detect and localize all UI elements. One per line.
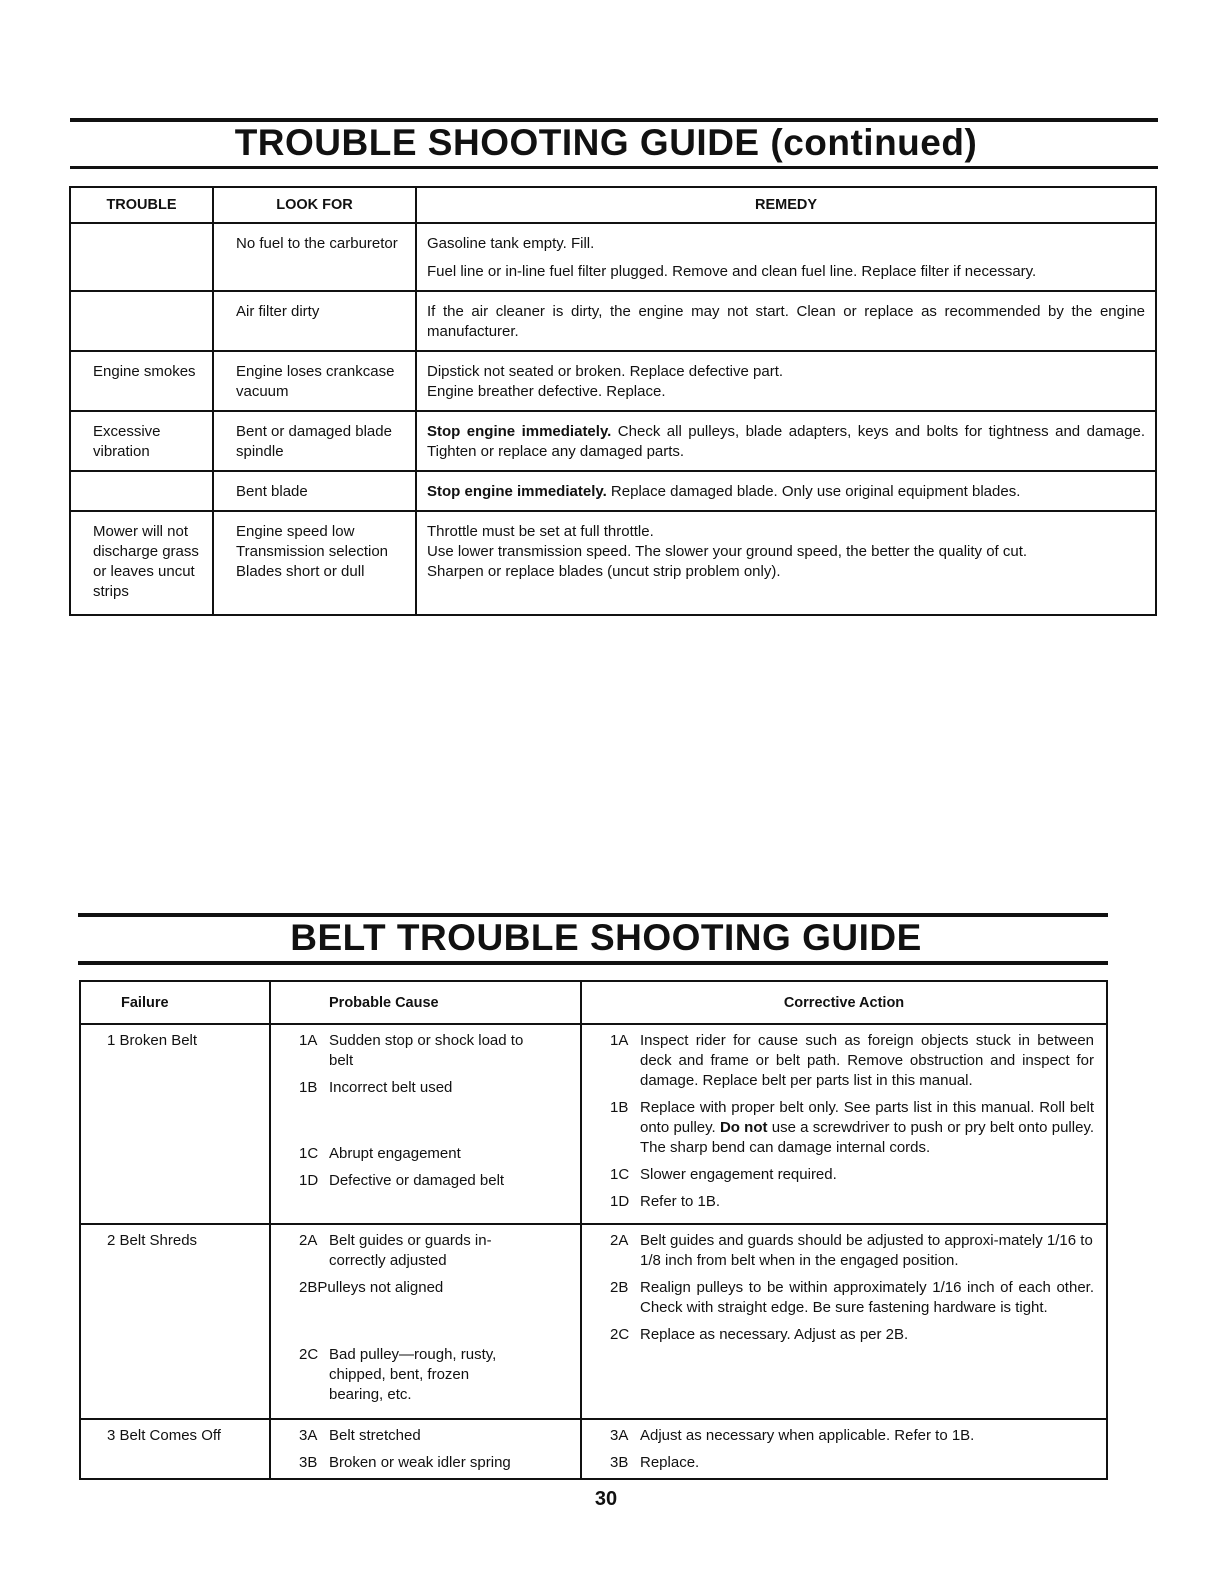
action-text-part: use a screwdriver to push or pry belt onto pulley. The sharp bend can damage internal cords.	[640, 1119, 1094, 1156]
header-trouble: TROUBLE	[70, 187, 213, 223]
cause-item	[299, 1278, 568, 1298]
action-item	[610, 1278, 1094, 1318]
section-title-trouble-continued: TROUBLE SHOOTING GUIDE (continued)	[234, 122, 978, 163]
cause-code: 1D	[299, 1172, 319, 1189]
cause-code: 1A	[299, 1032, 318, 1049]
action-item	[610, 1453, 1094, 1473]
trouble-cell: Engine smokes	[70, 351, 213, 411]
look-for-cell	[213, 511, 416, 615]
cause-text: Bad pulley—rough, rusty, chipped, bent, frozen bearing, etc.	[329, 1346, 497, 1403]
cause-cell	[270, 1419, 581, 1479]
remedy-text: Check all pulleys, blade adapters, keys and bolts for tightness and damage. Tighten or replace any damaged parts.	[427, 423, 1145, 460]
action-item	[610, 1031, 1094, 1091]
action-code: 2A	[610, 1232, 629, 1249]
cause-text: 2BPulleys not aligned	[299, 1279, 444, 1296]
action-code: 2B	[610, 1279, 629, 1296]
action-item	[610, 1192, 1094, 1212]
look-for-cell: Bent or damaged blade spindle	[213, 411, 416, 471]
action-cell	[581, 1419, 1107, 1479]
cause-code: 3A	[299, 1427, 318, 1444]
remedy-cell	[416, 351, 1156, 411]
belt-trouble-table	[79, 980, 1108, 1480]
table-header-row	[70, 187, 1156, 223]
remedy-line: Engine breather defective. Replace.	[427, 383, 666, 400]
remedy-line: If the air cleaner is dirty, the engine may not start. Clean or replace as recommended by the engine manufacturer.	[427, 303, 1145, 340]
cause-text: Abrupt engagement	[329, 1145, 461, 1162]
cause-item	[299, 1171, 568, 1191]
header-corrective-action: Corrective Action	[581, 981, 1107, 1024]
action-text: Belt guides and guards should be adjusted to approxi-mately 1/16 to 1/8 inch from belt when in the engaged position.	[640, 1232, 1093, 1269]
action-text	[640, 1098, 1094, 1158]
cause-text: Defective or damaged belt	[329, 1172, 505, 1189]
remedy-line: Fuel line or in-line fuel filter plugged. Remove and clean fuel line. Replace filter if necessary.	[427, 263, 1037, 280]
look-for-cell: Engine loses crankcase vacuum	[213, 351, 416, 411]
trouble-cell	[70, 471, 213, 511]
table-row	[70, 223, 1156, 291]
action-code: 3A	[610, 1427, 629, 1444]
table-row	[70, 411, 1156, 471]
trouble-cell	[70, 223, 213, 291]
trouble-shooting-table	[69, 186, 1157, 616]
cause-text: Belt stretched	[329, 1427, 421, 1444]
look-for-cell: Air filter dirty	[213, 291, 416, 351]
table-row	[70, 511, 1156, 615]
remedy-cell	[416, 511, 1156, 615]
cause-cell	[270, 1224, 581, 1419]
remedy-cell	[416, 223, 1156, 291]
trouble-cell: Mower will not discharge grass or leaves uncut strips	[70, 511, 213, 615]
cause-cell	[270, 1024, 581, 1224]
header-probable-cause: Probable Cause	[270, 981, 581, 1024]
cause-item	[299, 1426, 568, 1446]
page-number: 30	[594, 1488, 618, 1510]
action-text-part: Replace with proper belt only. See parts list in this manual. Roll belt onto pulley.	[640, 1099, 1094, 1136]
cause-item	[299, 1231, 568, 1271]
header-remedy: REMEDY	[416, 187, 1156, 223]
failure-cell: 1 Broken Belt	[80, 1024, 270, 1224]
table-row	[80, 1224, 1107, 1419]
action-item	[610, 1426, 1094, 1446]
remedy-cell	[416, 471, 1156, 511]
action-item	[610, 1231, 1094, 1271]
cause-text: Broken or weak idler spring	[329, 1454, 511, 1471]
remedy-cell	[416, 411, 1156, 471]
action-text: Refer to 1B.	[640, 1193, 721, 1210]
action-text: Realign pulleys to be within approximately 1/16 inch of each other. Check with straight edge. Be sure fastening hardware is tight.	[640, 1279, 1094, 1316]
remedy-warning: Stop engine immediately.	[427, 423, 612, 440]
failure-cell: 3 Belt Comes Off	[80, 1419, 270, 1479]
bottom-rule-1	[70, 166, 1158, 169]
table-row	[80, 1419, 1107, 1479]
action-code: 1A	[610, 1032, 629, 1049]
cause-item	[299, 1031, 568, 1071]
trouble-cell	[70, 291, 213, 351]
action-text: Slower engagement required.	[640, 1166, 837, 1183]
remedy-text: Replace damaged blade. Only use original equipment blades.	[606, 483, 1021, 500]
look-for-cell: No fuel to the carburetor	[213, 223, 416, 291]
cause-item	[299, 1453, 568, 1473]
action-item	[610, 1165, 1094, 1185]
cause-text: Sudden stop or shock load to belt	[329, 1032, 524, 1069]
table-row	[70, 351, 1156, 411]
cause-item	[299, 1144, 568, 1164]
cause-code: 2C	[299, 1346, 319, 1363]
action-text: Replace as necessary. Adjust as per 2B.	[640, 1326, 909, 1343]
action-code: 3B	[610, 1454, 629, 1471]
action-text: Inspect rider for cause such as foreign objects stuck in between deck and frame or belt path. Remove obstruction and inspect for damage. Replace belt per parts list in this manual.	[640, 1032, 1094, 1089]
action-item	[610, 1098, 1094, 1158]
table-row	[70, 291, 1156, 351]
cause-text: Belt guides or guards in-correctly adjusted	[329, 1232, 492, 1269]
action-text: Adjust as necessary when applicable. Refer to 1B.	[640, 1427, 975, 1444]
cause-code: 1B	[299, 1079, 318, 1096]
cause-code: 1C	[299, 1145, 319, 1162]
header-look-for: LOOK FOR	[213, 187, 416, 223]
failure-cell: 2 Belt Shreds	[80, 1224, 270, 1419]
action-code: 2C	[610, 1326, 630, 1343]
cause-item	[299, 1078, 568, 1098]
action-item	[610, 1325, 1094, 1345]
cause-text: Incorrect belt used	[329, 1079, 453, 1096]
action-code: 1B	[610, 1099, 629, 1116]
table-row	[70, 471, 1156, 511]
cause-code: 2A	[299, 1232, 318, 1249]
table-row	[80, 1024, 1107, 1224]
look-for-line: Blades short or dull	[236, 563, 365, 580]
action-code: 1D	[610, 1193, 630, 1210]
action-warning: Do not	[719, 1119, 768, 1136]
remedy-cell	[416, 291, 1156, 351]
look-for-cell: Bent blade	[213, 471, 416, 511]
cause-item	[299, 1345, 568, 1405]
table-header-row	[80, 981, 1107, 1024]
remedy-line: Sharpen or replace blades (uncut strip problem only).	[427, 563, 781, 580]
remedy-warning: Stop engine immediately.	[427, 483, 607, 500]
cause-code: 3B	[299, 1454, 318, 1471]
remedy-line: Throttle must be set at full throttle.	[427, 523, 654, 540]
look-for-line: Engine speed low	[236, 523, 355, 540]
action-cell	[581, 1224, 1107, 1419]
remedy-line: Gasoline tank empty. Fill.	[427, 235, 595, 252]
remedy-line: Dipstick not seated or broken. Replace defective part.	[427, 363, 784, 380]
section-title-belt: BELT TROUBLE SHOOTING GUIDE	[290, 917, 922, 958]
trouble-cell: Excessive vibration	[70, 411, 213, 471]
remedy-line: Use lower transmission speed. The slower your ground speed, the better the quality of cut.	[427, 543, 1028, 560]
header-failure: Failure	[80, 981, 270, 1024]
action-text: Replace.	[640, 1454, 700, 1471]
action-cell	[581, 1024, 1107, 1224]
bottom-rule-2	[78, 961, 1108, 965]
look-for-line: Transmission selection	[236, 543, 388, 560]
action-code: 1C	[610, 1166, 630, 1183]
